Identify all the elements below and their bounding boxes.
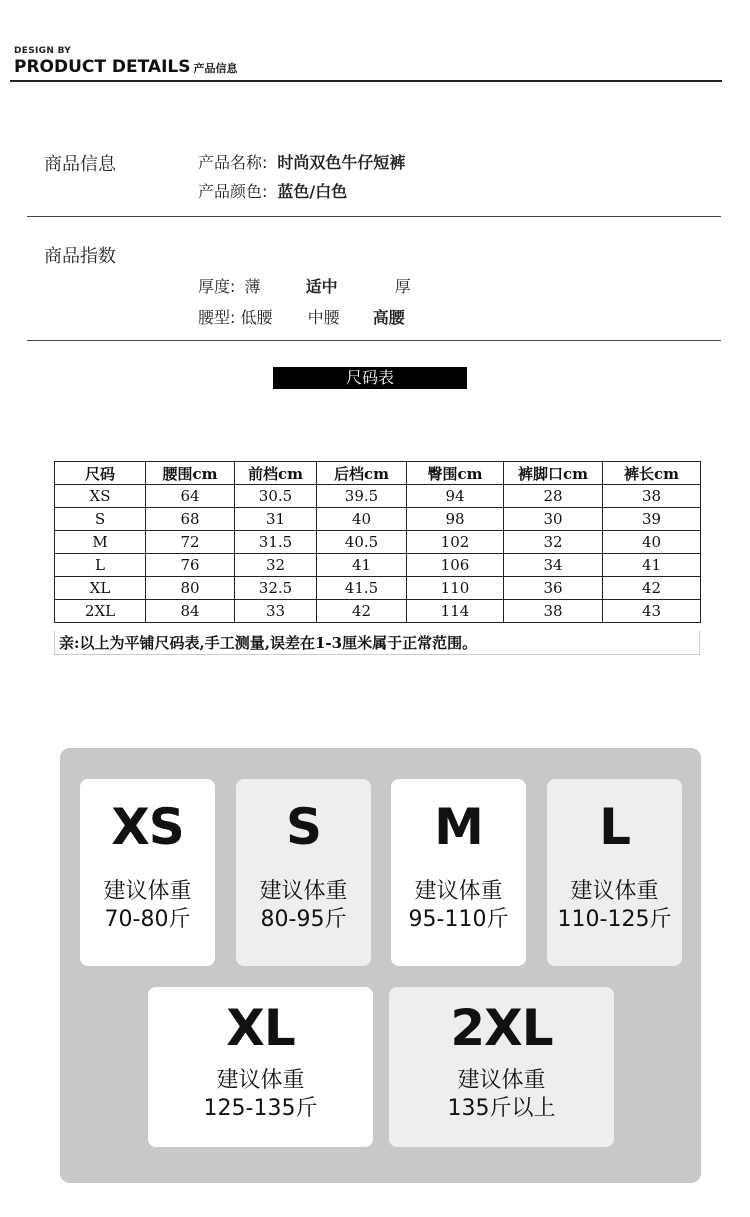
table-cell: 39.5: [317, 485, 407, 508]
thickness-label: 厚度:: [198, 277, 236, 296]
size-card-label: 建议体重: [259, 879, 348, 904]
product-name-label: 产品名称:: [198, 153, 268, 172]
size-card-s: [236, 779, 371, 966]
thickness-option: 适中: [305, 277, 338, 296]
table-cell: 76: [146, 554, 235, 577]
table-cell: XS: [55, 485, 146, 508]
column-header: 尺码: [55, 462, 146, 485]
size-card-xs: [80, 779, 215, 966]
table-row: [55, 554, 701, 577]
table-row: [55, 531, 701, 554]
table-cell: 32: [235, 554, 317, 577]
size-card-weight: 135斤以上: [447, 1096, 556, 1121]
size-card-size: 2XL: [450, 999, 553, 1057]
size-chart-banner: 尺码表: [273, 367, 467, 389]
size-card-weight: 70-80斤: [104, 907, 191, 932]
table-cell: 42: [317, 600, 407, 623]
waist-option: 低腰: [240, 308, 273, 327]
size-card-size: XL: [226, 999, 295, 1057]
waist-option: 高腰: [372, 308, 405, 327]
column-header: 裤脚口cm: [504, 462, 603, 485]
thickness-row: [198, 274, 411, 297]
table-cell: M: [55, 531, 146, 554]
table-cell: S: [55, 508, 146, 531]
size-card-label: 建议体重: [570, 879, 659, 904]
table-cell: L: [55, 554, 146, 577]
column-header: 腰围cm: [146, 462, 235, 485]
product-index-label: 商品指数: [44, 246, 116, 267]
table-cell: 30: [504, 508, 603, 531]
product-info-label: 商品信息: [44, 154, 116, 175]
table-cell: 42: [603, 577, 701, 600]
waist-row: [198, 305, 405, 328]
table-cell: 43: [603, 600, 701, 623]
table-cell: 2XL: [55, 600, 146, 623]
table-cell: 32: [504, 531, 603, 554]
table-cell: 28: [504, 485, 603, 508]
size-card-weight: 80-95斤: [260, 907, 347, 932]
table-cell: 32.5: [235, 577, 317, 600]
product-color-label: 产品颜色:: [198, 182, 268, 201]
size-card-m: [391, 779, 526, 966]
thickness-option: 薄: [244, 277, 261, 296]
table-cell: 106: [407, 554, 504, 577]
table-cell: 40: [317, 508, 407, 531]
size-card-l: [547, 779, 682, 966]
table-cell: 72: [146, 531, 235, 554]
column-header: 裤长cm: [603, 462, 701, 485]
table-row: [55, 508, 701, 531]
size-table: [54, 461, 701, 623]
table-cell: 84: [146, 600, 235, 623]
table-row: [55, 577, 701, 600]
section-divider: [27, 216, 721, 217]
column-header: 后档cm: [317, 462, 407, 485]
table-row: [55, 485, 701, 508]
size-card-size: XS: [111, 798, 184, 856]
table-cell: 31: [235, 508, 317, 531]
page-title-cn: 产品信息: [193, 62, 238, 75]
table-cell: 68: [146, 508, 235, 531]
table-cell: 41: [317, 554, 407, 577]
table-cell: 31.5: [235, 531, 317, 554]
table-cell: 98: [407, 508, 504, 531]
table-cell: 110: [407, 577, 504, 600]
table-cell: 40: [603, 531, 701, 554]
size-card-weight: 110-125斤: [557, 907, 672, 932]
size-card-xl: [148, 987, 373, 1147]
size-card-weight: 125-135斤: [203, 1096, 318, 1121]
size-card-weight: 95-110斤: [408, 907, 509, 932]
size-card-label: 建议体重: [414, 879, 503, 904]
design-by-label: DESIGN BY: [14, 46, 72, 56]
product-name-value: 时尚双色牛仔短裤: [277, 153, 406, 172]
table-cell: 38: [504, 600, 603, 623]
page-title-en: PRODUCT DETAILS: [14, 57, 191, 77]
size-chart-note: 亲:以上为平铺尺码表,手工测量,误差在1-3厘米属于正常范围。: [54, 631, 700, 655]
size-card-label: 建议体重: [457, 1068, 546, 1093]
table-cell: 94: [407, 485, 504, 508]
size-card-size: M: [434, 798, 483, 856]
waist-label: 腰型:: [198, 308, 236, 327]
product-color-row: [198, 179, 347, 202]
table-row: [55, 600, 701, 623]
table-cell: 33: [235, 600, 317, 623]
column-header: 前档cm: [235, 462, 317, 485]
table-cell: 114: [407, 600, 504, 623]
table-header-row: [55, 462, 701, 485]
waist-option: 中腰: [307, 308, 340, 327]
table-cell: 39: [603, 508, 701, 531]
table-cell: 102: [407, 531, 504, 554]
table-cell: 30.5: [235, 485, 317, 508]
size-card-label: 建议体重: [103, 879, 192, 904]
header-divider: [10, 80, 722, 82]
thickness-option: 厚: [394, 277, 411, 296]
size-card-size: L: [599, 798, 630, 856]
section-divider: [27, 340, 721, 341]
table-cell: 40.5: [317, 531, 407, 554]
product-name-row: [198, 150, 405, 173]
table-cell: 41: [603, 554, 701, 577]
table-cell: 34: [504, 554, 603, 577]
table-cell: 41.5: [317, 577, 407, 600]
table-cell: 38: [603, 485, 701, 508]
table-cell: 64: [146, 485, 235, 508]
size-card-size: S: [285, 798, 321, 856]
product-color-value: 蓝色/白色: [277, 182, 348, 201]
table-cell: XL: [55, 577, 146, 600]
size-card-label: 建议体重: [216, 1068, 305, 1093]
page-title: [14, 57, 237, 77]
table-cell: 80: [146, 577, 235, 600]
table-cell: 36: [504, 577, 603, 600]
column-header: 臀围cm: [407, 462, 504, 485]
size-card-2xl: [389, 987, 614, 1147]
